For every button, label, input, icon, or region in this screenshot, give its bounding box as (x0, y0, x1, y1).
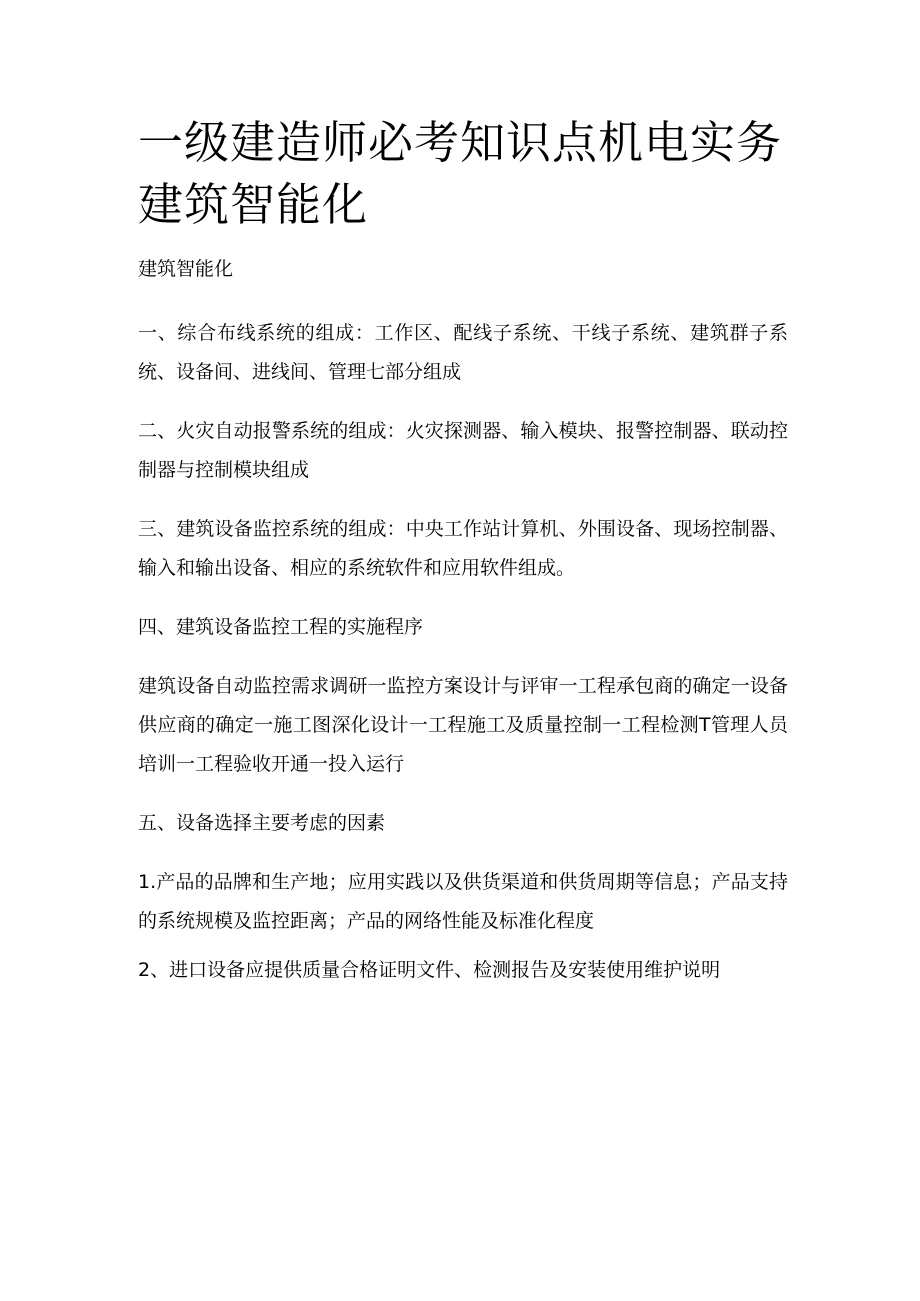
section-heading: 建筑智能化 (138, 258, 234, 280)
paragraph-selection-factor-1: 1.产品的品牌和生产地；应用实践以及供货渠道和供货周期等信息；产品支持的系统规模及监控距离；产品的网络性能及标准化程度 (138, 871, 788, 932)
paragraph-building-monitoring-system: 三、建筑设备监控系统的组成：中央工作站计算机、外围设备、现场控制器、输入和输出设备、相应的系统软件和应用软件组成。 (138, 518, 788, 579)
paragraph-implementation-process: 建筑设备自动监控需求调研一监控方案设计与评审一工程承包商的确定一设备供应商的确定一施工图深化设计一工程施工及质量控制一工程检测T管理人员培训一工程验收开通一投入运行 (138, 675, 788, 775)
paragraph-cabling-system: 一、综合布线系统的组成：工作区、配线子系统、干线子系统、建筑群子系统、设备间、进线间、管理七部分组成 (138, 322, 788, 383)
paragraph-implementation-heading: 四、建筑设备监控工程的实施程序 (138, 616, 424, 638)
paragraph-selection-factor-2: 2、进口设备应提供质量合格证明文件、检测报告及安装使用维护说明 (138, 959, 721, 981)
paragraph-equipment-selection-heading: 五、设备选择主要考虑的因素 (138, 812, 386, 834)
document-page (138, 112, 788, 990)
paragraph-fire-alarm-system: 二、火灾自动报警系统的组成：火灾探测器、输入模块、报警控制器、联动控制器与控制模块组成 (138, 420, 788, 481)
document-title: 一级建造师必考知识点机电实务建筑智能化 (138, 116, 783, 231)
